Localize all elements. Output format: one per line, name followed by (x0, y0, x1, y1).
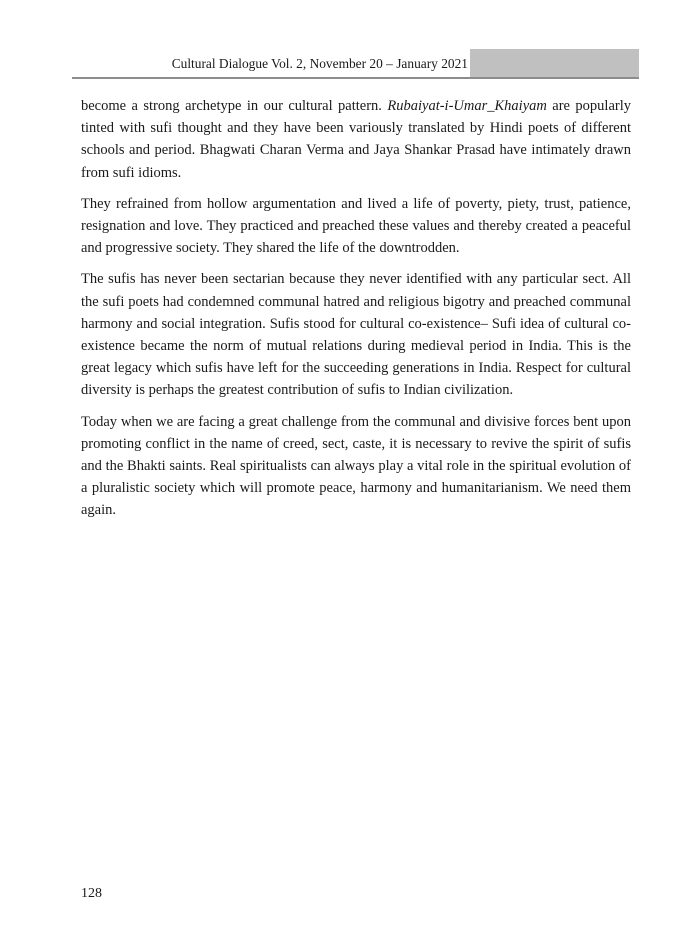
paragraph-1-rest: are popularly tinted with sufi thought and they have been variously translated by Hindi poets of different schools and period. Bhagwati Charan Verma and Jaya Shankar Prasad have intimately drawn from sufi idioms. (81, 98, 631, 181)
rubaiyat-title: Rubaiyat-i-Umar_Khaiyam (387, 98, 547, 114)
paragraph-4: Today when we are facing a great challenge from the communal and divisive forces bent upon promoting conflict in the name of creed, sect, caste, it is necessary to revive the spirit of sufis and the Bhakti saints. Real spiritualists can always play a vital role in the spiritual evolution of a pluralistic society which will promote peace, harmony and humanitarianism. We need them again. (81, 413, 631, 519)
page-number: 128 (81, 886, 102, 901)
article-body (81, 95, 631, 531)
header-divider (72, 77, 639, 79)
running-header (72, 49, 639, 78)
journal-title: Cultural Dialogue Vol. 2, November 20 – January 2021 (171, 56, 468, 71)
paragraph-2: They refrained from hollow argumentation and lived a life of poverty, piety, trust, patience, resignation and love. They practiced and preached these values and thereby created a peaceful and progressive society. They shared the life of the downtrodden. (81, 195, 631, 257)
paragraph-1 (81, 95, 631, 184)
paragraph-3: The sufis has never been sectarian because they never identified with any particular sect. All the sufi poets had condemned communal hatred and religious bigotry and preached communal harmony and social integration. Sufis stood for cultural co-existence– Sufi idea of cultural co-existence became the norm of mutual relations during medieval period in India. This is the great legacy which sufis have left for the succeeding generations in India. Respect for cultural diversity is perhaps the greatest contribution of sufis to Indian civilization. (81, 271, 631, 399)
header-shaded-block (470, 49, 639, 78)
paragraph-1-start: become a strong archetype in our cultural pattern. (81, 98, 388, 114)
